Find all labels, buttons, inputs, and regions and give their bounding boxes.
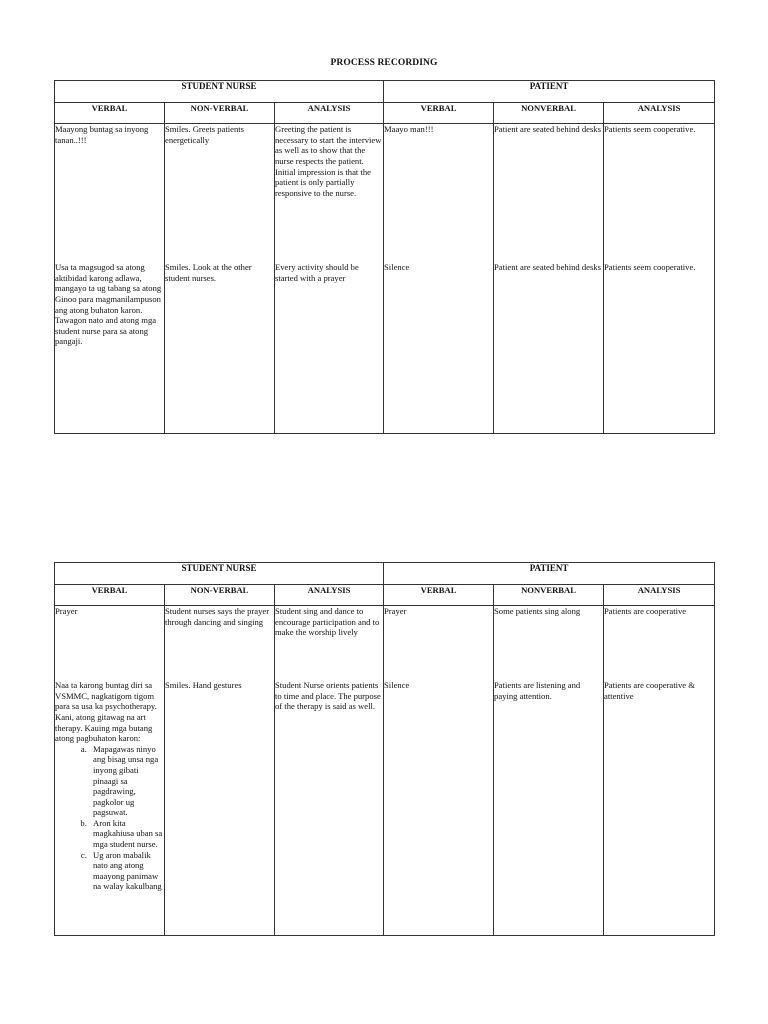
process-recording-table-2 — [54, 562, 715, 936]
patient-header: PATIENT — [384, 563, 715, 585]
student-verbal-list — [55, 744, 164, 892]
patient-nonverbal-entry: Patients are listening and paying attention. — [494, 680, 581, 701]
patient-analysis-entry: Patients are cooperative — [604, 606, 687, 617]
table-row — [55, 124, 715, 434]
patient-analysis-entry: Patients seem cooperative. — [604, 262, 696, 273]
column-header: VERBAL — [384, 584, 494, 606]
student-nonverbal-entry: Student nurses says the prayer through dancing and singing — [165, 606, 270, 627]
patient-nonverbal-cell — [494, 124, 604, 434]
student-analysis-entry: Student sing and dance to encourage participation and to make the worship lively — [275, 606, 380, 638]
column-header: ANALYSIS — [275, 102, 384, 124]
patient-analysis-entry: Patients are cooperative & attentive — [604, 680, 695, 701]
student-nonverbal-cell — [165, 606, 275, 936]
student-analysis-cell — [275, 606, 384, 936]
student-verbal-cell — [55, 606, 165, 936]
patient-nonverbal-entry: Some patients sing along — [494, 606, 581, 617]
column-header: ANALYSIS — [604, 584, 715, 606]
patient-verbal-entry: Silence — [384, 680, 410, 691]
list-item: a. Mapagawas ninyo ang bisag unsa nga inyong gibati pinaagi sa pagdrawing, pagkolor ug pagsuwat. — [89, 744, 164, 818]
student-nonverbal-entry: Smiles. Hand gestures — [165, 680, 242, 691]
patient-verbal-entry: Silence — [384, 262, 410, 273]
process-recording-table-1 — [54, 80, 715, 434]
column-header: NON-VERBAL — [165, 102, 275, 124]
student-analysis-entry: Student Nurse orients patients to time and place. The purpose of the therapy is said as well. — [275, 680, 381, 712]
student-nurse-header: STUDENT NURSE — [55, 81, 384, 103]
student-nurse-header: STUDENT NURSE — [55, 563, 384, 585]
student-verbal-entry: Naa ta karong buntag diri sa VSMMC, nagkatigom tigom para sa usa ka psychotherapy. Kani, atong gitawag na art therapy. Kauing mga butang atong pagbuhaton karon: — [55, 680, 157, 744]
patient-header: PATIENT — [384, 81, 715, 103]
student-verbal-entry: Prayer — [55, 606, 78, 617]
student-analysis-entry: Greeting the patient is necessary to start the interview as well as to show that the nurse respects the patient. Initial impression is that the patient is only partially responsive to the nurse. — [275, 124, 382, 198]
column-header: NONVERBAL — [494, 584, 604, 606]
column-header: VERBAL — [55, 584, 165, 606]
student-verbal-cell — [55, 124, 165, 434]
column-header: ANALYSIS — [275, 584, 384, 606]
patient-verbal-entry: Prayer — [384, 606, 407, 617]
student-analysis-cell — [275, 124, 384, 434]
student-analysis-entry: Every activity should be started with a prayer — [275, 262, 359, 283]
patient-nonverbal-entry: Patient are seated behind desks — [494, 262, 601, 273]
student-verbal-entry: Usa ta magsugod sa atong aktibidad karong adlawa, mangayo ta ug tabang sa atong Ginoo para magmanilampuson ang atong buhaton karon. Tawagon nato and atong mga student nurse para sa atong pangaji. — [55, 262, 162, 347]
patient-nonverbal-entry: Patient are seated behind desks — [494, 124, 601, 135]
column-header: NONVERBAL — [494, 102, 604, 124]
student-nonverbal-entry: Smiles. Look at the other student nurses. — [165, 262, 252, 283]
student-nonverbal-cell — [165, 124, 275, 434]
page-title: PROCESS RECORDING — [330, 58, 438, 68]
patient-analysis-cell — [604, 606, 715, 936]
list-item: c. Ug aron mabalik nato ang atong maayong panimaw na walay kakulbang — [89, 850, 164, 892]
column-header: ANALYSIS — [604, 102, 715, 124]
list-item: b. Aron kita magkahiusa uban sa mga student nurse. — [89, 818, 164, 850]
patient-analysis-entry: Patients seem cooperative. — [604, 124, 696, 135]
column-header: VERBAL — [384, 102, 494, 124]
patient-analysis-cell — [604, 124, 715, 434]
patient-verbal-cell — [384, 124, 494, 434]
patient-verbal-entry: Maayo man!!! — [384, 124, 434, 135]
student-verbal-entry: Maayong buntag sa inyong tanan..!!! — [55, 124, 149, 145]
column-header: NON-VERBAL — [165, 584, 275, 606]
patient-nonverbal-cell — [494, 606, 604, 936]
column-header: VERBAL — [55, 102, 165, 124]
patient-verbal-cell — [384, 606, 494, 936]
student-nonverbal-entry: Smiles. Greets patients energetically — [165, 124, 245, 145]
table-row — [55, 606, 715, 936]
